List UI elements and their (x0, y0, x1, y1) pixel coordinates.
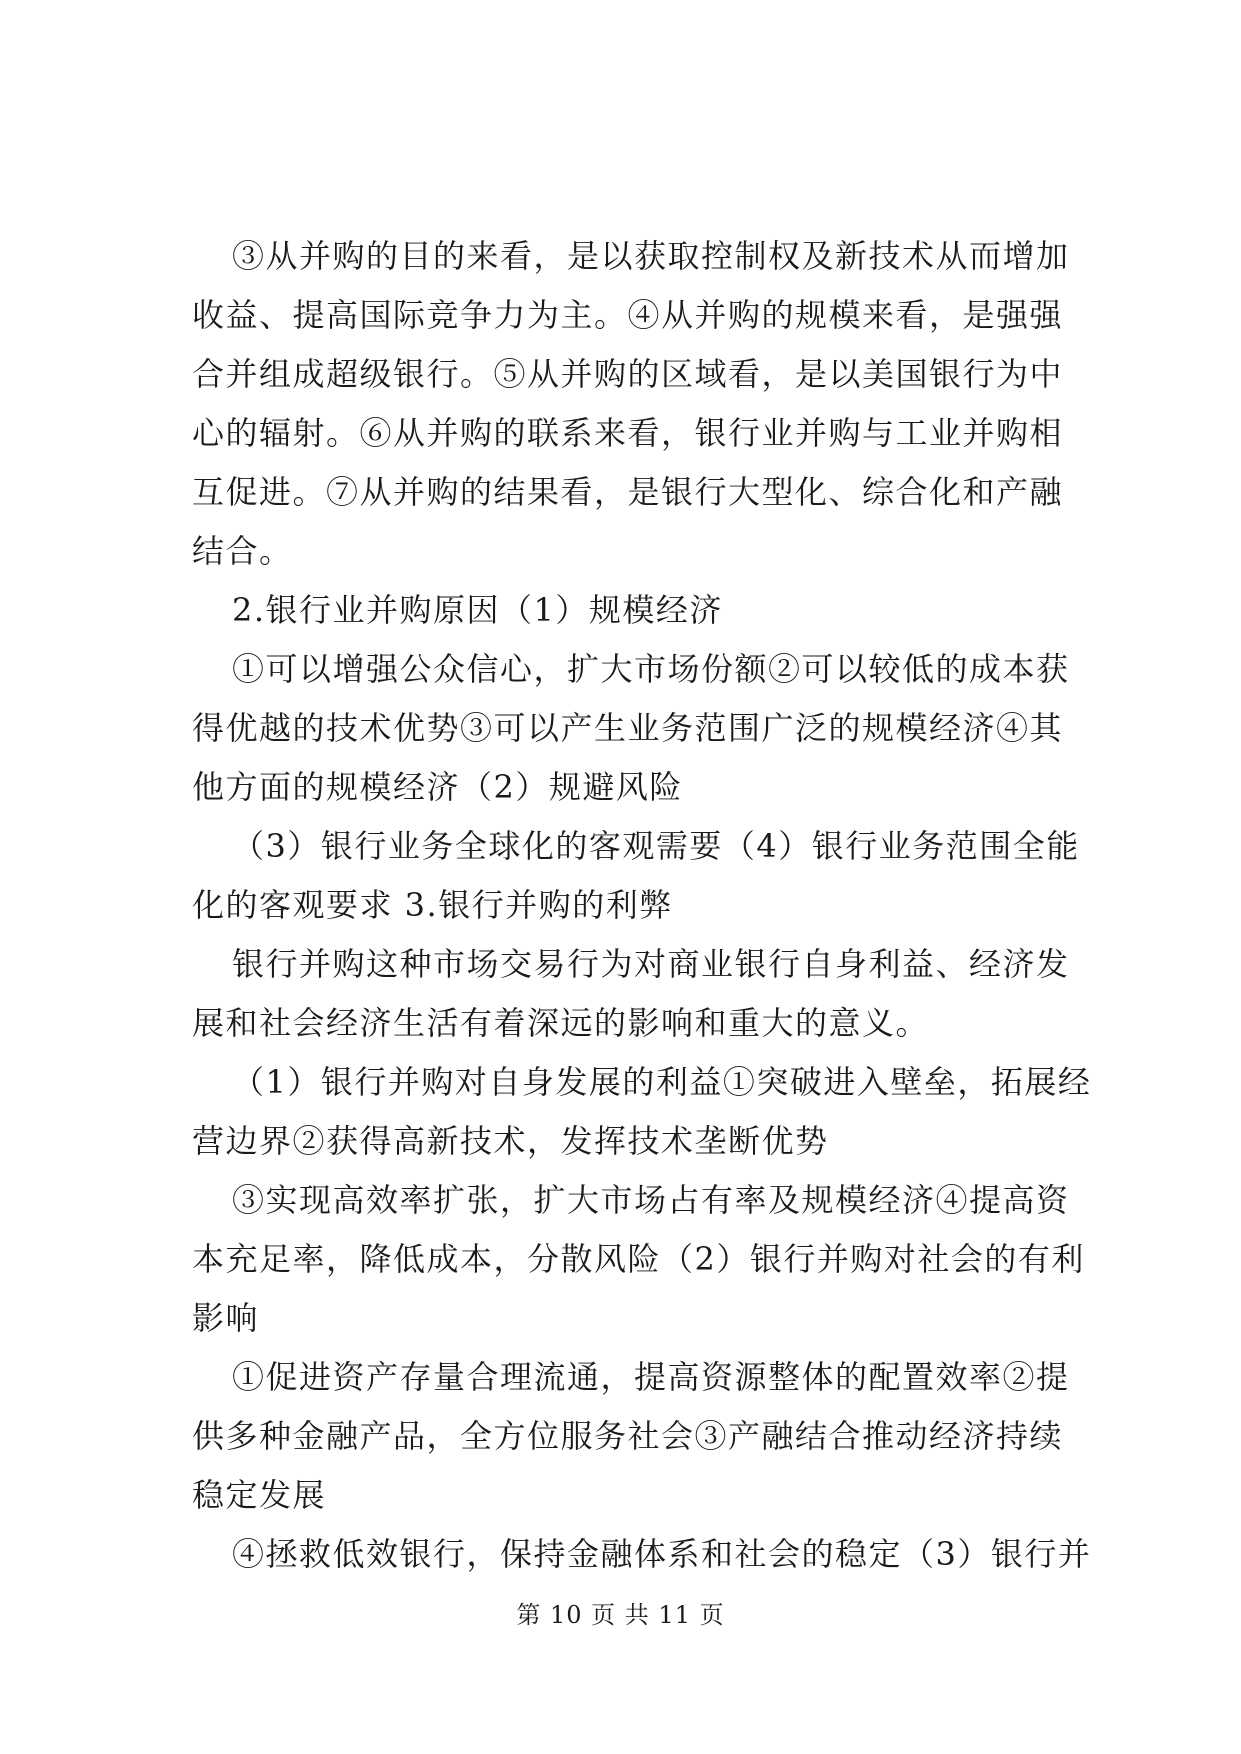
paragraph-merger-features: ③从并购的目的来看，是以获取控制权及新技术从而增加收益、提高国际竞争力为主。④从并购的规模来看，是强强合并组成超级银行。⑤从并购的区域看，是以美国银行为中心的辐射。⑥从并购的联系来看，银行业并购与工业并购相互促进。⑦从并购的结果看，是银行大型化、综合化和产融结合。 (192, 237, 1070, 570)
paragraph-rescue-banks: ④拯救低效银行，保持金融体系和社会的稳定（3）银行并 (232, 1535, 1092, 1573)
page-number-footer: 第 10 页 共 11 页 (516, 1601, 725, 1629)
paragraph-efficiency-expansion: ③实现高效率扩张，扩大市场占有率及规模经济④提高资本充足率，降低成本，分散风险（2）银行并购对社会的有利影响 (192, 1181, 1085, 1337)
paragraph-globalization-needs: （3）银行业务全球化的客观需要（4）银行业务范围全能化的客观要求 3.银行并购的利弊 (192, 827, 1080, 924)
paragraph-scale-economy: ①可以增强公众信心，扩大市场份额②可以较低的成本获得优越的技术优势③可以产生业务范围广泛的规模经济④其他方面的规模经济（2）规避风险 (192, 650, 1070, 806)
document-body (192, 227, 1092, 1584)
paragraph-resource-allocation: ①促进资产存量合理流通，提高资源整体的配置效率②提供多种金融产品，全方位服务社会③产融结合推动经济持续稳定发展 (192, 1358, 1070, 1514)
paragraph-merger-reasons-heading: 2.银行业并购原因（1）规模经济 (232, 591, 723, 629)
paragraph-market-significance: 银行并购这种市场交易行为对商业银行自身利益、经济发展和社会经济生活有着深远的影响和重大的意义。 (192, 945, 1070, 1042)
paragraph-self-development-benefits: （1）银行并购对自身发展的利益①突破进入壁垒，拓展经营边界②获得高新技术，发挥技术垄断优势 (192, 1063, 1092, 1160)
